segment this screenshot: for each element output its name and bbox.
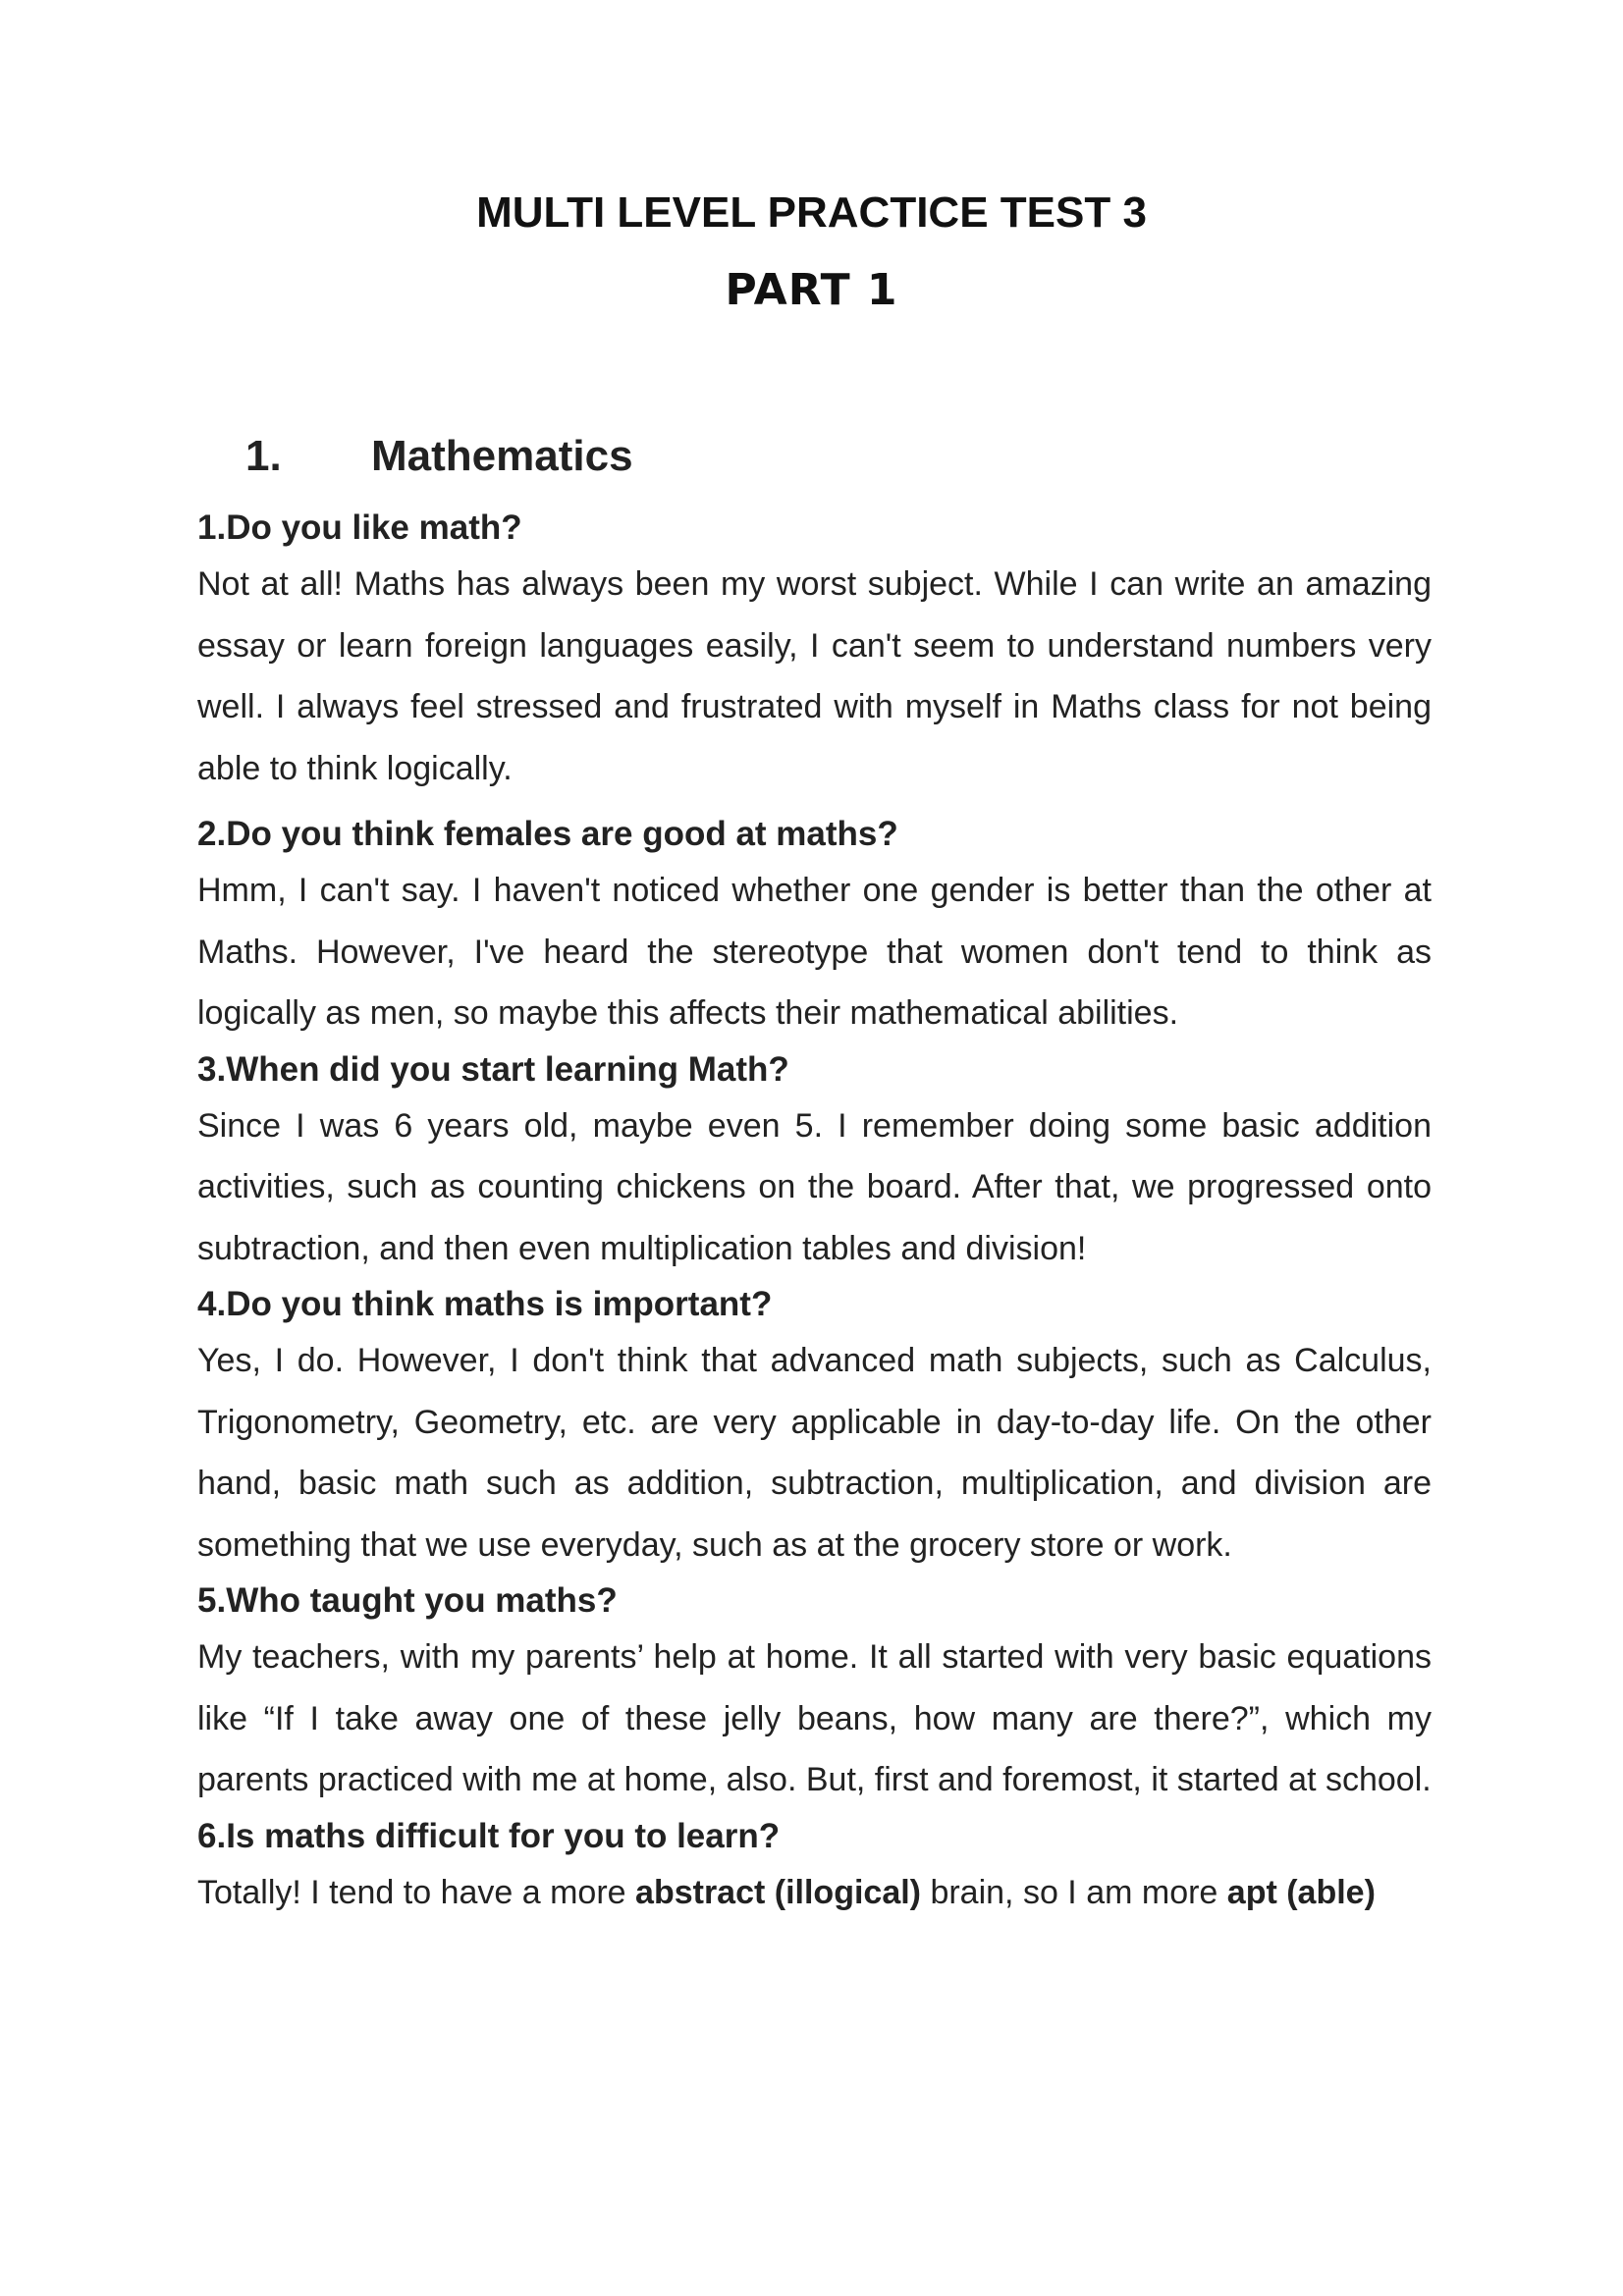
question-5: 5.Who taught you maths? <box>197 1581 618 1620</box>
document-title: MULTI LEVEL PRACTICE TEST 3 <box>476 188 1147 237</box>
question-1: 1.Do you like math? <box>197 508 522 547</box>
answer-6-text-1: Totally! I tend to have a more <box>197 1873 636 1911</box>
question-2: 2.Do you think females are good at maths? <box>197 815 898 853</box>
answer-6-text-2: brain, so I am more <box>921 1873 1227 1911</box>
question-3: 3.When did you start learning Math? <box>197 1049 789 1089</box>
answer-3: Since I was 6 years old, maybe even 5. I remember doing some basic addition activities, such as counting chickens on the board. After that, we progressed onto subtraction, and then even multiplication tables and division! <box>197 1106 1432 1267</box>
answer-4: Yes, I do. However, I don't think that advanced math subjects, such as Calculus, Trigonometry, Geometry, etc. are very applicable in day-to-day life. On the other hand, basic math such as addition, subtraction, multiplication, and division are something that we use everyday, such as at the grocery store or work. <box>197 1342 1432 1564</box>
qa-list <box>197 503 1432 1923</box>
section-heading <box>245 430 633 483</box>
section-name: Mathematics <box>371 432 633 480</box>
answer-6 <box>197 1862 1432 1924</box>
answer-2: Hmm, I can't say. I haven't noticed whether one gender is better than the other at Maths. However, I've heard the stereotype that women don't tend to think as logically as men, so maybe this affects their mathematical abilities. <box>197 872 1432 1032</box>
question-6: 6.Is maths difficult for you to learn? <box>197 1816 781 1855</box>
answer-1: Not at all! Maths has always been my worst subject. While I can write an amazing essay or learn foreign languages easily, I can't seem to understand numbers very well. I always feel stressed and frustrated with myself in Maths class for not being able to think logically. <box>197 565 1432 787</box>
question-4: 4.Do you think maths is important? <box>197 1285 773 1323</box>
answer-6-bold-1: abstract (illogical) <box>635 1873 921 1911</box>
answer-6-bold-2: apt (able) <box>1226 1873 1376 1911</box>
part-heading: PART 1 <box>725 265 898 315</box>
answer-5: My teachers, with my parents’ help at home. It all started with very basic equations like “If I take away one of these jelly beans, how many are there?”, which my parents practiced with me at home, also. But, first and foremost, it started at school. <box>197 1638 1432 1798</box>
section-number: 1. <box>245 432 282 480</box>
